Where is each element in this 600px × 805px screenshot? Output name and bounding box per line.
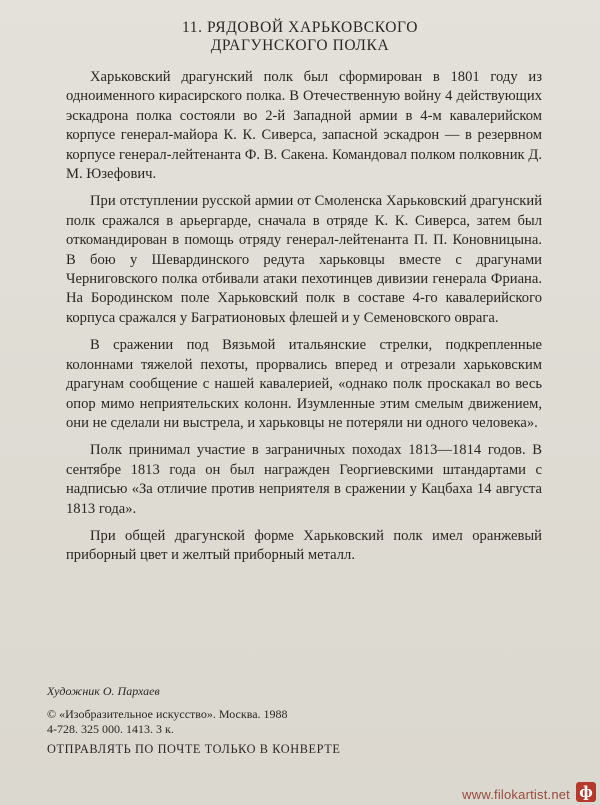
paragraph-uniform: При общей драгунской форме Харьковский полк имел оранжевый приборный цвет и желтый приборный металл. — [66, 527, 542, 564]
artist-name: О. Пархаев — [102, 684, 160, 698]
artist-label: Художник — [47, 684, 100, 698]
print-code: 4-728. 325 000. 1413. 3 к. — [47, 722, 174, 736]
heading-line-2: ДРАГУНСКОГО ПОЛКА — [210, 37, 390, 54]
description-text — [66, 68, 542, 574]
heading-line-1: 11. РЯДОВОЙ ХАРЬКОВСКОГО — [181, 19, 419, 36]
watermark-logo-icon — [575, 781, 597, 803]
paragraph-campaigns: Полк принимал участие в заграничных походах 1813—1814 годов. В сентябре 1813 года он был награжден Георгиевскими штандартами с надписью «За отличие против неприятеля в сражении у Кацбаха 14 августа 1813 года». — [66, 442, 542, 517]
watermark-site: www.filokartist.net — [462, 787, 570, 802]
postal-note: ОТПРАВЛЯТЬ ПО ПОЧТЕ ТОЛЬКО В КОНВЕРТЕ — [47, 742, 341, 756]
artist-credit — [47, 684, 160, 698]
paragraph-vyazma: В сражении под Вязьмой итальянские стрелки, подкрепленные колоннами тяжелой пехоты, прорвались вперед и отрезали харьковским драгунам сообщение с нашей кавалерией, «однако полк проскакал во весь опор мимо неприятельских колонн. Изумленные этим смелым движением, они не сделали ни выстрела, и харьковцы не потеряли ни одного человека». — [66, 337, 542, 431]
paragraph-formation: Харьковский драгунский полк был сформирован в 1801 году из одноименного кирасирского полка. В Отечественную войну 4 действующих эскадрона полка состояли во 2-й Западной армии в 4-м кавалерийском корпусе генерал-майора К. К. Сиверса, запасной эскадрон — в резервном корпусе генерал-лейтенанта Ф. В. Сакена. Командовал полком полковник Д. М. Юзефович. — [66, 69, 542, 183]
publisher-line: © «Изобразительное искусство». Москва. 1988 — [47, 707, 288, 721]
paragraph-retreat: При отступлении русской армии от Смоленска Харьковский драгунский полк сражался в арьергарде, сначала в отряде К. К. Сиверса, затем был откомандирован в помощь отряду генерал-лейтенанта П. П. Коновницына. В бою у Шевардинского редута харьковцы вместе с драгунами Черниговского полка отбивали атаки пехотинцев дивизии генерала Фриана. На Бородинском поле Харьковский полк в составе 4-го кавалерийского корпуса сражался у Багратионовых флешей и у Семеновского оврага. — [66, 193, 542, 326]
watermark-logo-letter: ф — [579, 783, 593, 801]
